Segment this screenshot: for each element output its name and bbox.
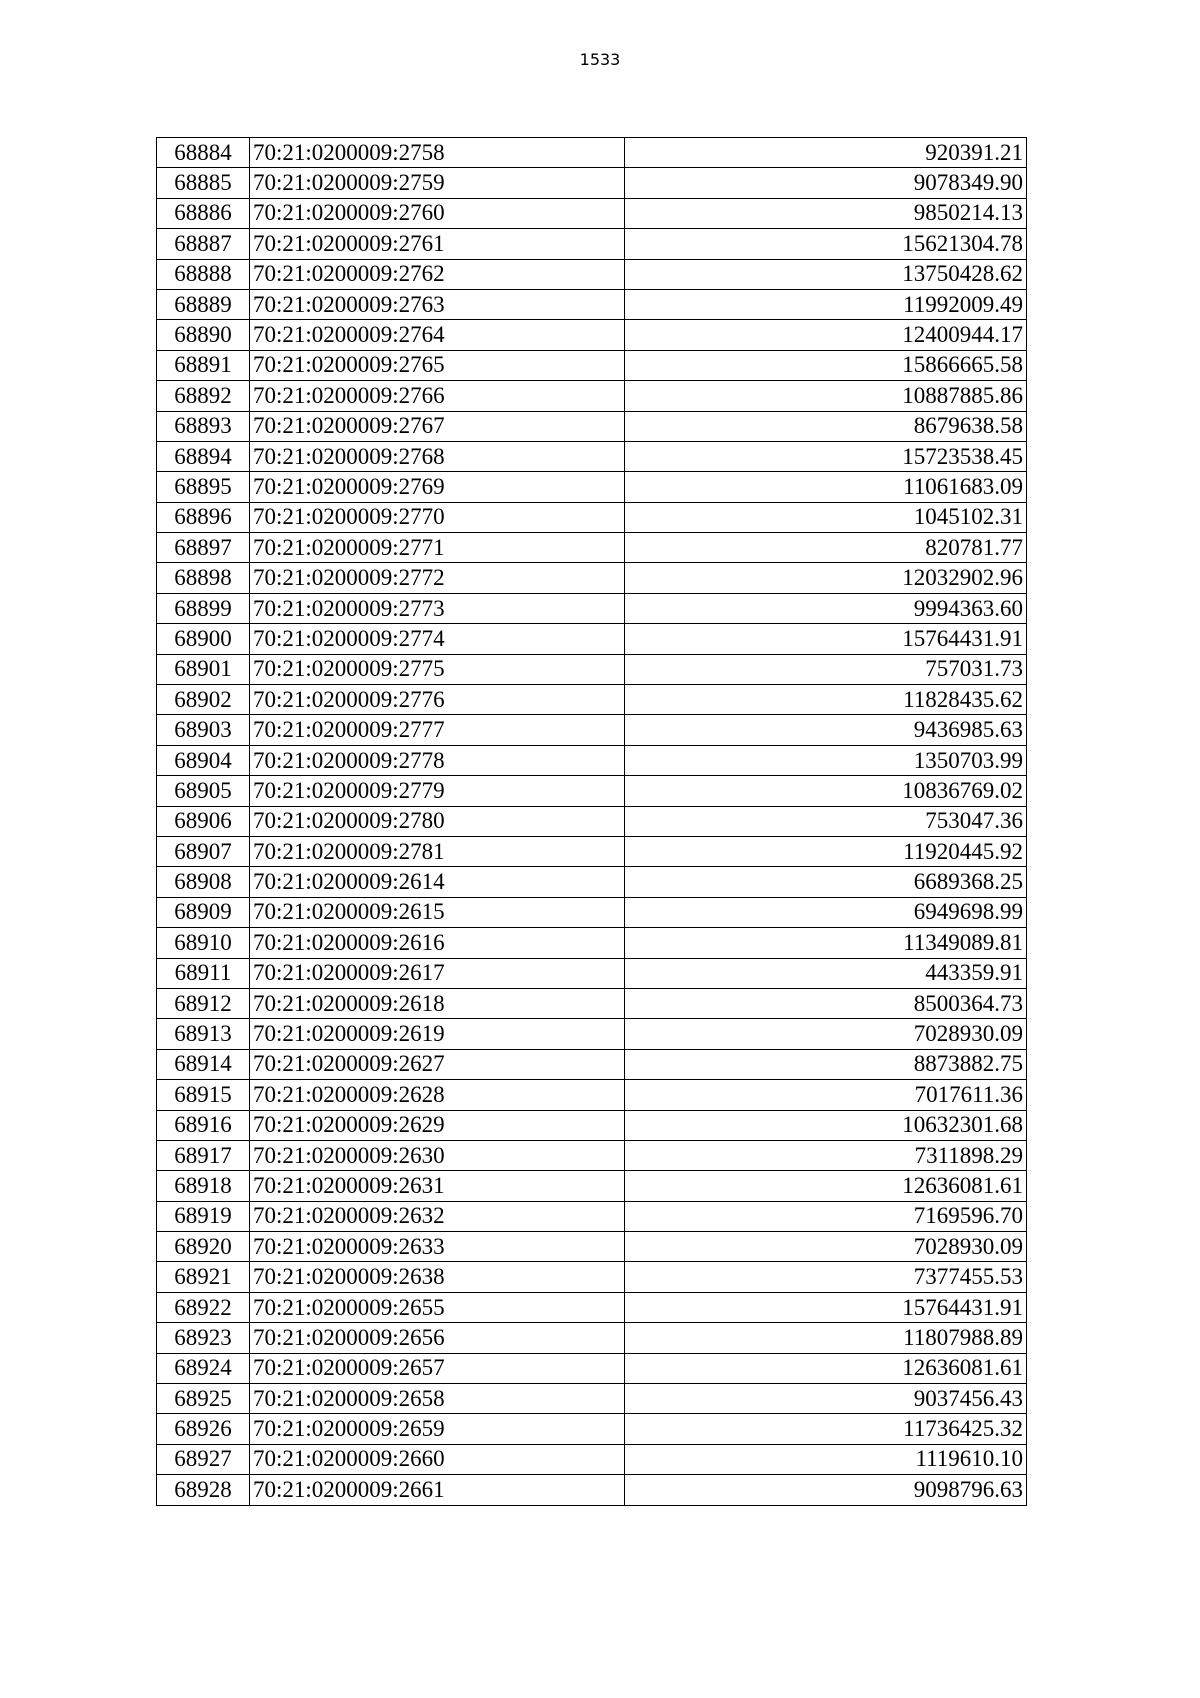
cadastral-number-cell: 70:21:0200009:2618 [250,988,625,1018]
table-row [157,1414,1027,1444]
row-number-cell: 68885 [157,168,250,198]
row-number-cell: 68908 [157,867,250,897]
cadastral-number-cell: 70:21:0200009:2767 [250,411,625,441]
table-row [157,928,1027,958]
table-row [157,1384,1027,1414]
cadastral-number-cell: 70:21:0200009:2617 [250,958,625,988]
cadastral-value-cell: 1045102.31 [625,502,1027,532]
table-row [157,138,1027,168]
table-row [157,1232,1027,1262]
cadastral-value-cell: 8500364.73 [625,988,1027,1018]
table-row [157,1475,1027,1505]
cadastral-value-cell: 13750428.62 [625,259,1027,289]
cadastral-value-cell: 11828435.62 [625,685,1027,715]
cadastral-number-cell: 70:21:0200009:2763 [250,289,625,319]
cadastral-value-cell: 12636081.61 [625,1171,1027,1201]
table-row [157,441,1027,471]
table-row [157,806,1027,836]
row-number-cell: 68928 [157,1475,250,1505]
cadastral-value-cell: 753047.36 [625,806,1027,836]
cadastral-value-cell: 12636081.61 [625,1353,1027,1383]
table-row [157,897,1027,927]
cadastral-value-cell: 11807988.89 [625,1323,1027,1353]
cadastral-value-cell: 6689368.25 [625,867,1027,897]
cadastral-value-cell: 11349089.81 [625,928,1027,958]
row-number-cell: 68913 [157,1019,250,1049]
cadastral-number-cell: 70:21:0200009:2658 [250,1384,625,1414]
cadastral-value-cell: 1119610.10 [625,1444,1027,1474]
row-number-cell: 68911 [157,958,250,988]
row-number-cell: 68922 [157,1292,250,1322]
cadastral-value-cell: 10887885.86 [625,381,1027,411]
cadastral-value-cell: 757031.73 [625,654,1027,684]
table-row [157,563,1027,593]
row-number-cell: 68886 [157,198,250,228]
table-row [157,624,1027,654]
cadastral-value-cell: 9994363.60 [625,593,1027,623]
table-row [157,168,1027,198]
cadastral-number-cell: 70:21:0200009:2780 [250,806,625,836]
cadastral-value-cell: 15621304.78 [625,229,1027,259]
cadastral-number-cell: 70:21:0200009:2781 [250,836,625,866]
cadastral-number-cell: 70:21:0200009:2769 [250,472,625,502]
table-row [157,1080,1027,1110]
cadastral-value-cell: 9850214.13 [625,198,1027,228]
row-number-cell: 68916 [157,1110,250,1140]
row-number-cell: 68901 [157,654,250,684]
table-row [157,988,1027,1018]
cadastral-value-cell: 7028930.09 [625,1019,1027,1049]
cadastral-number-cell: 70:21:0200009:2616 [250,928,625,958]
table-row [157,472,1027,502]
table-row [157,381,1027,411]
row-number-cell: 68890 [157,320,250,350]
cadastral-value-cell: 6949698.99 [625,897,1027,927]
cadastral-number-cell: 70:21:0200009:2659 [250,1414,625,1444]
cadastral-value-cell: 9037456.43 [625,1384,1027,1414]
cadastral-number-cell: 70:21:0200009:2764 [250,320,625,350]
table-row [157,715,1027,745]
cadastral-value-cell: 7377455.53 [625,1262,1027,1292]
table-row [157,1049,1027,1079]
table-row [157,867,1027,897]
table-row [157,685,1027,715]
cadastral-number-cell: 70:21:0200009:2778 [250,745,625,775]
cadastral-value-cell: 15866665.58 [625,350,1027,380]
cadastral-number-cell: 70:21:0200009:2762 [250,259,625,289]
row-number-cell: 68927 [157,1444,250,1474]
table-row [157,776,1027,806]
cadastral-value-cell: 9098796.63 [625,1475,1027,1505]
cadastral-number-cell: 70:21:0200009:2777 [250,715,625,745]
cadastral-value-cell: 443359.91 [625,958,1027,988]
cadastral-number-cell: 70:21:0200009:2631 [250,1171,625,1201]
table-row [157,1140,1027,1170]
table-row [157,320,1027,350]
table-row [157,1262,1027,1292]
row-number-cell: 68925 [157,1384,250,1414]
row-number-cell: 68895 [157,472,250,502]
table-row [157,1171,1027,1201]
cadastral-value-cell: 11992009.49 [625,289,1027,319]
cadastral-value-cell: 1350703.99 [625,745,1027,775]
cadastral-number-cell: 70:21:0200009:2776 [250,685,625,715]
cadastral-number-cell: 70:21:0200009:2615 [250,897,625,927]
cadastral-number-cell: 70:21:0200009:2760 [250,198,625,228]
row-number-cell: 68920 [157,1232,250,1262]
row-number-cell: 68924 [157,1353,250,1383]
cadastral-value-cell: 15764431.91 [625,624,1027,654]
cadastral-number-cell: 70:21:0200009:2774 [250,624,625,654]
row-number-cell: 68900 [157,624,250,654]
table-row [157,836,1027,866]
table-row [157,1201,1027,1231]
row-number-cell: 68896 [157,502,250,532]
cadastral-number-cell: 70:21:0200009:2629 [250,1110,625,1140]
row-number-cell: 68914 [157,1049,250,1079]
row-number-cell: 68887 [157,229,250,259]
cadastral-value-cell: 10632301.68 [625,1110,1027,1140]
cadastral-value-table [156,137,1027,1506]
row-number-cell: 68917 [157,1140,250,1170]
cadastral-value-cell: 12032902.96 [625,563,1027,593]
cadastral-number-cell: 70:21:0200009:2614 [250,867,625,897]
row-number-cell: 68902 [157,685,250,715]
table-row [157,1444,1027,1474]
table-row [157,533,1027,563]
cadastral-value-cell: 7311898.29 [625,1140,1027,1170]
cadastral-number-cell: 70:21:0200009:2770 [250,502,625,532]
table-row [157,654,1027,684]
page-number: 1533 [579,50,621,69]
cadastral-number-cell: 70:21:0200009:2628 [250,1080,625,1110]
row-number-cell: 68884 [157,138,250,168]
row-number-cell: 68926 [157,1414,250,1444]
cadastral-value-cell: 920391.21 [625,138,1027,168]
cadastral-number-cell: 70:21:0200009:2633 [250,1232,625,1262]
cadastral-value-cell: 820781.77 [625,533,1027,563]
table-row [157,1323,1027,1353]
table-row [157,1353,1027,1383]
cadastral-number-cell: 70:21:0200009:2758 [250,138,625,168]
row-number-cell: 68918 [157,1171,250,1201]
cadastral-value-cell: 10836769.02 [625,776,1027,806]
row-number-cell: 68912 [157,988,250,1018]
cadastral-number-cell: 70:21:0200009:2619 [250,1019,625,1049]
row-number-cell: 68919 [157,1201,250,1231]
cadastral-number-cell: 70:21:0200009:2779 [250,776,625,806]
row-number-cell: 68898 [157,563,250,593]
row-number-cell: 68905 [157,776,250,806]
cadastral-number-cell: 70:21:0200009:2638 [250,1262,625,1292]
cadastral-number-cell: 70:21:0200009:2775 [250,654,625,684]
cadastral-number-cell: 70:21:0200009:2771 [250,533,625,563]
cadastral-value-cell: 8873882.75 [625,1049,1027,1079]
table-row [157,1292,1027,1322]
cadastral-value-cell: 9436985.63 [625,715,1027,745]
table-row [157,411,1027,441]
row-number-cell: 68923 [157,1323,250,1353]
table-row [157,502,1027,532]
cadastral-value-cell: 15764431.91 [625,1292,1027,1322]
cadastral-number-cell: 70:21:0200009:2632 [250,1201,625,1231]
table-row [157,289,1027,319]
cadastral-number-cell: 70:21:0200009:2630 [250,1140,625,1170]
cadastral-value-cell: 7028930.09 [625,1232,1027,1262]
cadastral-value-cell: 9078349.90 [625,168,1027,198]
row-number-cell: 68909 [157,897,250,927]
cadastral-value-cell: 15723538.45 [625,441,1027,471]
cadastral-number-cell: 70:21:0200009:2766 [250,381,625,411]
row-number-cell: 68893 [157,411,250,441]
table-row [157,259,1027,289]
cadastral-value-cell: 11061683.09 [625,472,1027,502]
cadastral-number-cell: 70:21:0200009:2656 [250,1323,625,1353]
cadastral-number-cell: 70:21:0200009:2655 [250,1292,625,1322]
cadastral-number-cell: 70:21:0200009:2627 [250,1049,625,1079]
cadastral-value-cell: 7169596.70 [625,1201,1027,1231]
cadastral-value-cell: 11736425.32 [625,1414,1027,1444]
cadastral-number-cell: 70:21:0200009:2765 [250,350,625,380]
row-number-cell: 68921 [157,1262,250,1292]
table-row [157,1110,1027,1140]
table-row [157,593,1027,623]
row-number-cell: 68894 [157,441,250,471]
cadastral-number-cell: 70:21:0200009:2773 [250,593,625,623]
cadastral-value-cell: 7017611.36 [625,1080,1027,1110]
table-row [157,229,1027,259]
cadastral-number-cell: 70:21:0200009:2759 [250,168,625,198]
row-number-cell: 68904 [157,745,250,775]
cadastral-number-cell: 70:21:0200009:2768 [250,441,625,471]
cadastral-number-cell: 70:21:0200009:2661 [250,1475,625,1505]
table-body [157,138,1027,1506]
table-row [157,745,1027,775]
cadastral-number-cell: 70:21:0200009:2657 [250,1353,625,1383]
row-number-cell: 68891 [157,350,250,380]
row-number-cell: 68910 [157,928,250,958]
cadastral-value-cell: 11920445.92 [625,836,1027,866]
cadastral-number-cell: 70:21:0200009:2761 [250,229,625,259]
cadastral-value-cell: 8679638.58 [625,411,1027,441]
table-row [157,1019,1027,1049]
row-number-cell: 68906 [157,806,250,836]
row-number-cell: 68897 [157,533,250,563]
table-row [157,350,1027,380]
table-row [157,958,1027,988]
row-number-cell: 68892 [157,381,250,411]
row-number-cell: 68907 [157,836,250,866]
row-number-cell: 68903 [157,715,250,745]
table-row [157,198,1027,228]
row-number-cell: 68899 [157,593,250,623]
row-number-cell: 68915 [157,1080,250,1110]
row-number-cell: 68889 [157,289,250,319]
cadastral-number-cell: 70:21:0200009:2660 [250,1444,625,1474]
cadastral-number-cell: 70:21:0200009:2772 [250,563,625,593]
row-number-cell: 68888 [157,259,250,289]
cadastral-value-cell: 12400944.17 [625,320,1027,350]
